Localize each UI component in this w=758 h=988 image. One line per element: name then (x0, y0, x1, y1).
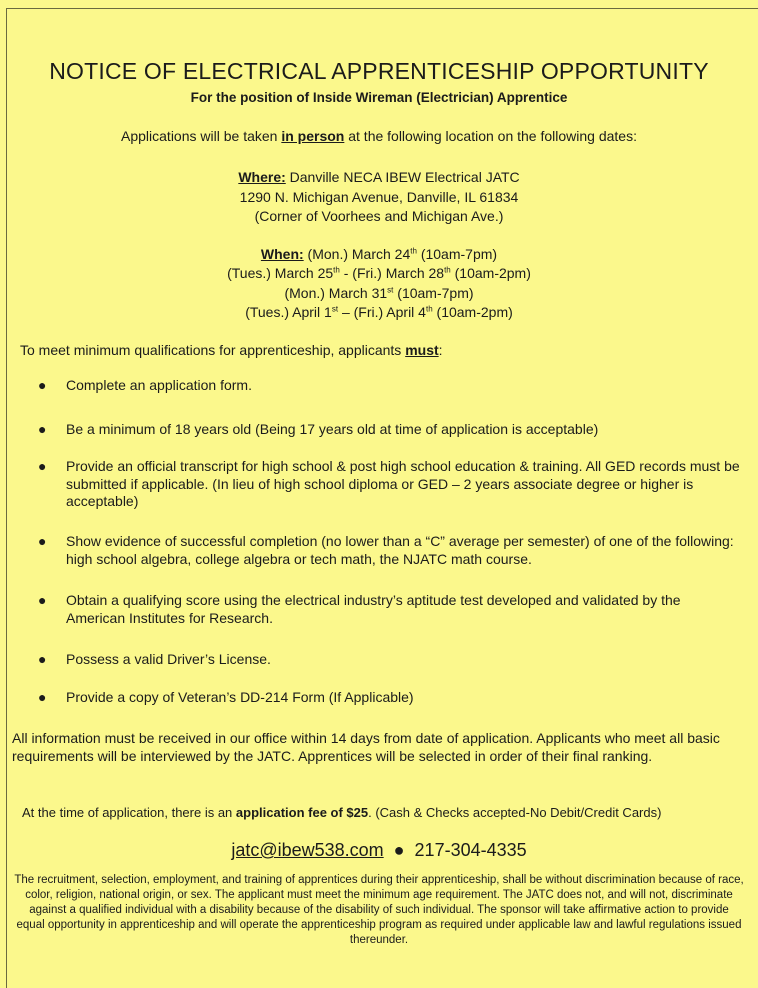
when-3-a: (Mon.) March 31 (284, 285, 388, 301)
when-2-b: - (Fri.) March 28 (339, 265, 445, 281)
bullet-text: Provide a copy of Veteran’s DD-214 Form (If Applicable) (66, 689, 414, 705)
disclaimer-text: The recruitment, selection, employment, and training of apprentices during their apprenticeship, shall be without discrimination because of race, color, religion, national origin, or sex. The applicant must meet the minimum age requirement. The JATC does not, and will not, discriminate against a qualified individual with a disability because of the disability of such individual. The sponsor will take affirmative action to provide equal opportunity in apprenticeship and will operate the apprenticeship program as required under applicable law and lawful regulations issued thereunder. (14, 874, 744, 946)
separator-dot-icon: ● (393, 840, 405, 860)
bullet-icon: ● (38, 458, 47, 474)
notice-subtitle: For the position of Inside Wireman (Electrician) Apprentice (190, 90, 568, 105)
when-line-1 (0, 246, 758, 262)
where-note: (Corner of Voorhees and Michigan Ave.) (254, 208, 504, 224)
bullet-text: Show evidence of successful completion (no lower than a “C” average per semester) of one of the following: high school algebra, college algebra or tech math, the NJATC math course. (66, 533, 734, 567)
when-3-b: (10am-7pm) (393, 285, 474, 301)
email-link[interactable]: jatc@ibew538.com (231, 840, 384, 860)
when-2-sup2: th (444, 265, 451, 275)
qualifications-suffix: : (438, 342, 443, 358)
when-4-b: – (Fri.) April 4 (338, 304, 426, 320)
qualifications-line (20, 342, 443, 358)
intro-suffix: at the following location on the following dates: (344, 128, 637, 144)
bullet-text: Possess a valid Driver’s License. (66, 651, 271, 667)
bullet-icon: ● (38, 592, 47, 608)
fee-emphasis: application fee of $25 (235, 805, 369, 820)
bullet-text: Obtain a qualifying score using the electrical industry’s aptitude test developed and validated by the American Institutes for Research. (66, 592, 681, 626)
when-2-sup1: th (333, 265, 340, 275)
where-label: Where: (238, 169, 286, 185)
when-line-2 (0, 265, 758, 281)
bullet-icon: ● (38, 689, 47, 705)
intro-emphasis: in person (281, 128, 345, 144)
bullet-icon: ● (38, 533, 47, 549)
intro-line (0, 128, 758, 144)
qualifications-prefix: To meet minimum qualifications for apprenticeship, applicants (20, 342, 406, 358)
bullet-icon: ● (38, 421, 47, 437)
fee-suffix: . (Cash & Checks accepted-No Debit/Credit Cards) (368, 805, 662, 820)
contact-line (0, 840, 758, 861)
when-1-sup: th (410, 246, 417, 256)
when-label: When: (260, 246, 304, 262)
fee-prefix: At the time of application, there is an (22, 805, 236, 820)
when-2-c: (10am-2pm) (450, 265, 531, 281)
qualifications-emphasis: must (405, 342, 439, 358)
where-line (0, 169, 758, 185)
bullet-text: Be a minimum of 18 years old (Being 17 years old at time of application is acceptable) (66, 421, 599, 437)
when-4-sup2: th (425, 304, 433, 314)
info-paragraph: All information must be received in our office within 14 days from date of application. Applicants who meet all basic requirements will be interviewed by the JATC. Apprentices will be selected in order of their final ranking. (12, 730, 720, 764)
bullet-icon: ● (38, 651, 47, 667)
when-line-3 (0, 285, 758, 301)
when-4-c: (10am-2pm) (432, 304, 513, 320)
when-1-a: (Mon.) March 24 (303, 246, 411, 262)
notice-title: NOTICE OF ELECTRICAL APPRENTICESHIP OPPORTUNITY (49, 58, 709, 84)
where-address: 1290 N. Michigan Avenue, Danville, IL 61834 (239, 189, 519, 205)
where-name: Danville NECA IBEW Electrical JATC (285, 169, 520, 185)
when-3-sup: st (387, 285, 394, 295)
when-4-a: (Tues.) April 1 (245, 304, 332, 320)
bullet-text: Complete an application form. (66, 377, 252, 393)
when-line-4 (0, 304, 758, 320)
intro-prefix: Applications will be taken (121, 128, 282, 144)
when-4-sup1: st (331, 304, 339, 314)
page-border-top (6, 8, 758, 9)
when-2-a: (Tues.) March 25 (227, 265, 334, 281)
bullet-icon: ● (38, 377, 47, 393)
phone-number: 217-304-4335 (414, 840, 527, 860)
fee-line (22, 805, 661, 820)
when-1-b: (10am-7pm) (416, 246, 498, 262)
bullet-text: Provide an official transcript for high school & post high school education & training. All GED records must be submitted if applicable. (In lieu of high school diploma or GED – 2 years associate degree or higher is acceptable) (66, 458, 740, 509)
